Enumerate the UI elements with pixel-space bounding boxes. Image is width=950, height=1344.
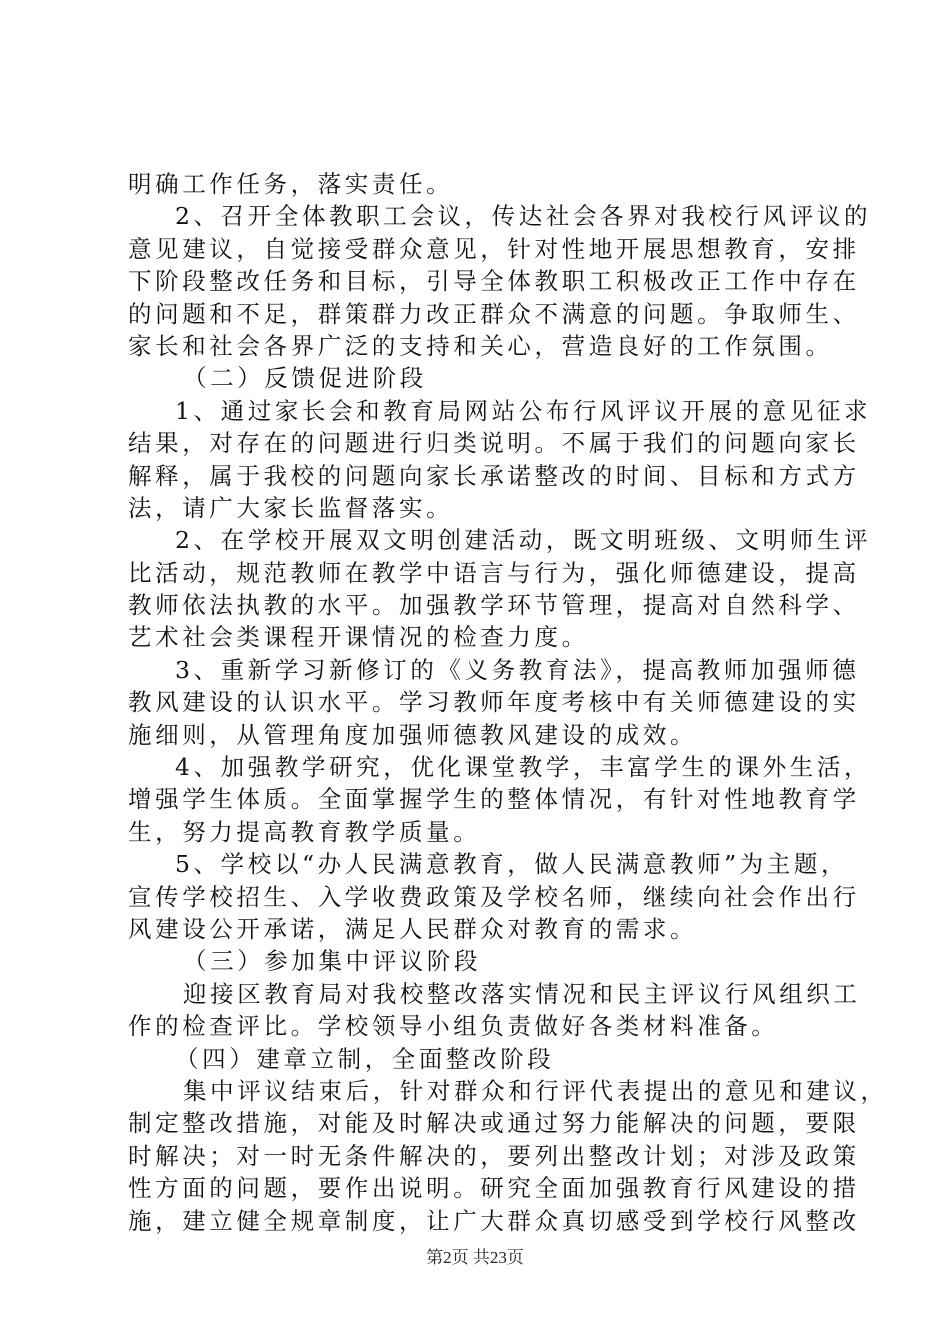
text-line: 施，建立健全规章制度，让广大群众真切感受到学校行风整改 xyxy=(128,1206,860,1235)
text-line: 下阶段整改任务和目标，引导全体教职工积极改正工作中存在 xyxy=(128,267,860,296)
text-line: 比活动，规范教师在教学中语言与行为，强化师德建设，提高 xyxy=(128,558,860,587)
section-heading: （三）参加集中评议阶段 xyxy=(183,947,482,976)
text-line: 法，请广大家长监督落实。 xyxy=(128,493,454,522)
text-line: 4、加强教学研究，优化课堂教学，丰富学生的课外生活， xyxy=(175,753,872,782)
text-line: 艺术社会类课程开课情况的检查力度。 xyxy=(128,623,589,652)
text-line: 家长和社会各界广泛的支持和关心，营造良好的工作氛围。 xyxy=(128,331,833,360)
text-line: 性方面的问题，要作出说明。研究全面加强教育行风建设的措 xyxy=(128,1174,860,1203)
text-line: 2、在学校开展双文明创建活动，既文明班级、文明师生评 xyxy=(175,526,872,555)
text-line: 教风建设的认识水平。学习教师年度考核中有关师德建设的实 xyxy=(128,688,860,717)
page-number-footer: 第2页 共23页 xyxy=(426,1248,524,1267)
text-line: 风建设公开承诺，满足人民群众对教育的需求。 xyxy=(128,914,698,943)
text-line: 时解决；对一时无条件解决的，要列出整改计划；对涉及政策 xyxy=(128,1141,860,1170)
text-line: 作的检查评比。学校领导小组负责做好各类材料准备。 xyxy=(128,1012,779,1041)
text-line: 制定整改措施，对能及时解决或通过努力能解决的问题，要限 xyxy=(128,1109,860,1138)
text-line: 明确工作任务，落实责任。 xyxy=(128,170,454,198)
text-line: 增强学生体质。全面掌握学生的整体情况，有针对性地教育学 xyxy=(128,785,860,814)
text-line: 的问题和不足，群策群力改正群众不满意的问题。争取师生、 xyxy=(128,299,860,328)
section-heading: （四）建章立制，全面整改阶段 xyxy=(175,1044,555,1073)
text-line: 施细则，从管理角度加强师德教风建设的成效。 xyxy=(128,720,698,749)
text-line: 生，努力提高教育教学质量。 xyxy=(128,817,481,846)
text-line: 2、召开全体教职工会议，传达社会各界对我校行风评议的 xyxy=(175,202,872,231)
section-heading: （二）反馈促进阶段 xyxy=(183,364,427,393)
document-body xyxy=(128,168,888,1237)
text-line: 1、通过家长会和教育局网站公布行风评议开展的意见征求 xyxy=(175,396,872,425)
text-line: 宣传学校招生、入学收费政策及学校名师，继续向社会作出行 xyxy=(128,882,860,911)
text-line: 意见建议，自觉接受群众意见，针对性地开展思想教育，安排 xyxy=(128,234,860,263)
text-line: 教师依法执教的水平。加强教学环节管理，提高对自然科学、 xyxy=(128,591,860,620)
text-line: 结果，对存在的问题进行归类说明。不属于我们的问题向家长 xyxy=(128,429,860,458)
text-line: 3、重新学习新修订的《义务教育法》，提高教师加强师德 xyxy=(175,655,860,684)
text-line: 迎接区教育局对我校整改落实情况和民主评议行风组织工 xyxy=(183,979,861,1008)
text-line: 集中评议结束后，针对群众和行评代表提出的意见和建议， xyxy=(183,1076,888,1105)
text-line: 解释，属于我校的问题向家长承诺整改的时间、目标和方式方 xyxy=(128,461,860,490)
text-line: 5、学校以“办人民满意教育，做人民满意教师”为主题， xyxy=(175,850,849,879)
